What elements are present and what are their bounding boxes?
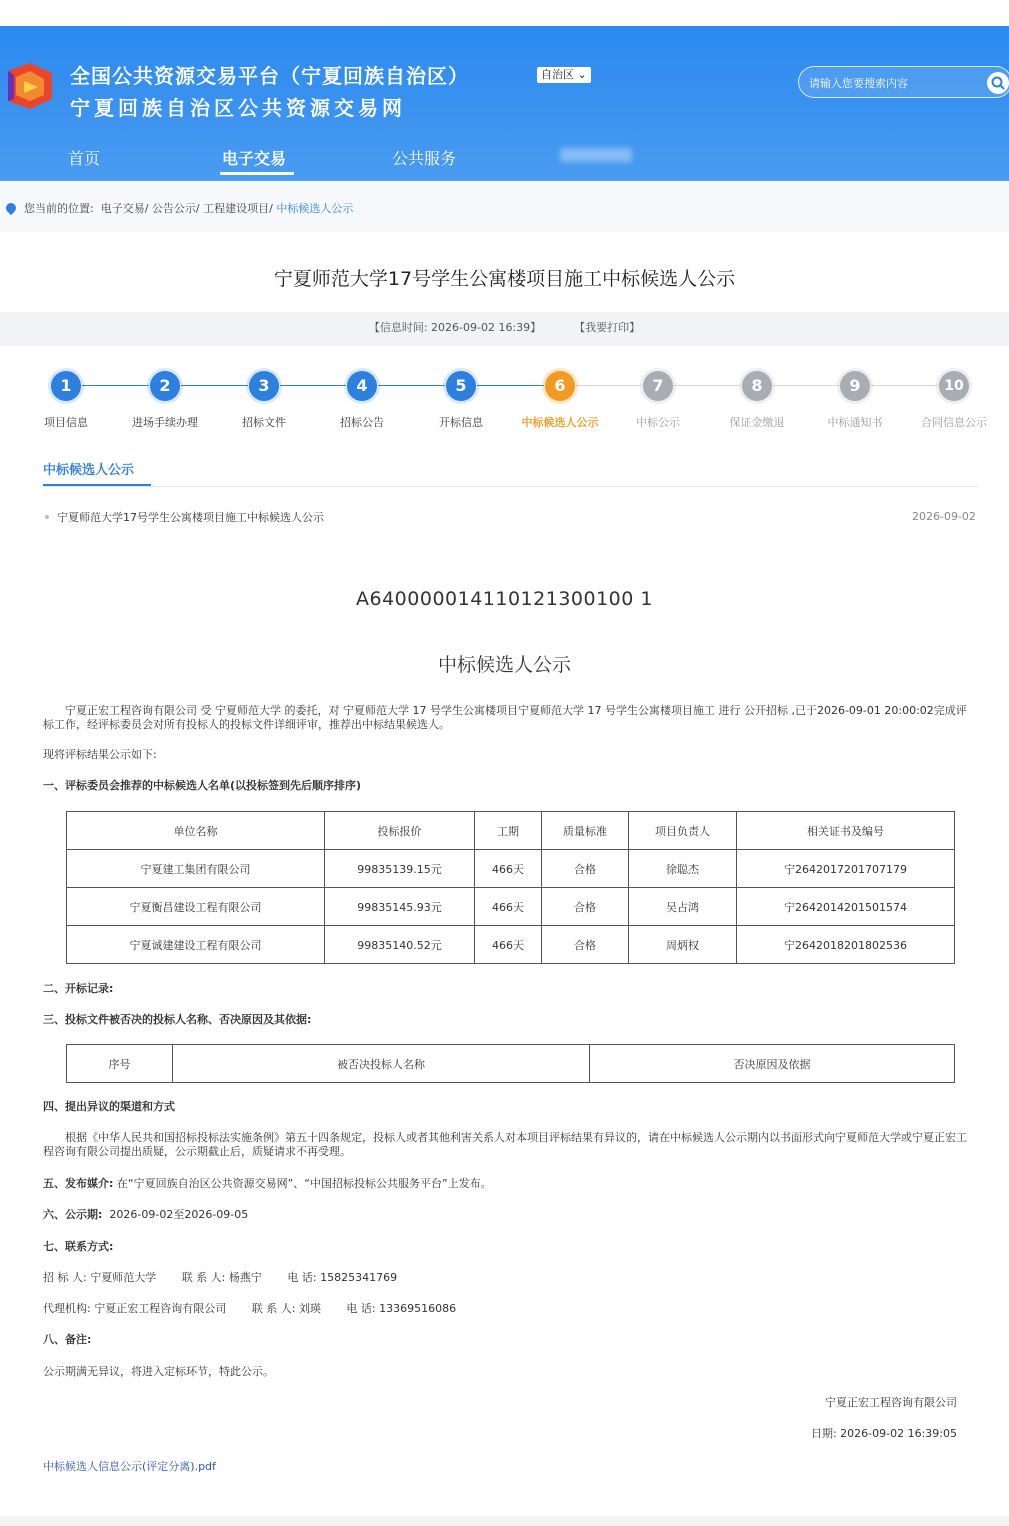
remark-text: 公示期满无异议，将进入定标环节，特此公示。 <box>43 1365 274 1378</box>
table-header-row <box>67 812 955 850</box>
region-select[interactable] <box>537 67 591 83</box>
table-header-cell: 被否决投标人名称 <box>173 1045 590 1083</box>
step-connector <box>82 385 149 386</box>
section-5 <box>43 1177 492 1191</box>
breadcrumb <box>6 200 353 216</box>
info-bar <box>0 312 1009 346</box>
section-2-heading: 二、开标记录: <box>43 982 114 995</box>
site-header <box>0 26 1009 181</box>
section-3-heading: 三、投标文件被否决的投标人名称、否决原因及其依据: <box>43 1013 312 1026</box>
section-6-label: 六、公示期: <box>43 1208 103 1221</box>
step-2-label[interactable]: 进场手续办理 <box>132 416 198 429</box>
breadcrumb-path[interactable]: 电子交易/ 公告公示/ 工程建设项目/ <box>100 202 273 215</box>
print-link[interactable]: 【我要打印】 <box>574 321 641 334</box>
search-icon <box>987 72 1009 94</box>
table-header-cell: 质量标准 <box>542 812 629 850</box>
section-4-heading: 四、提出异议的渠道和方式 <box>43 1100 175 1113</box>
section-7-heading: 七、联系方式: <box>43 1240 114 1253</box>
step-connector <box>871 385 938 386</box>
list-item[interactable]: 宁夏师范大学17号学生公寓楼项目施工中标候选人公示 <box>45 509 324 525</box>
table-header-cell: 相关证书及编号 <box>737 812 955 850</box>
step-1-label[interactable]: 项目信息 <box>44 416 88 429</box>
table-cell: 宁夏建工集团有限公司 <box>67 850 325 888</box>
site-title-line2: 宁夏回族自治区公共资源交易网 <box>70 96 406 120</box>
chevron-down-icon: ⌄ <box>577 68 587 81</box>
step-5-circle[interactable]: 5 <box>446 371 476 401</box>
location-pin-icon <box>4 201 18 215</box>
table-cell: 466天 <box>475 850 542 888</box>
document-number: A640000014110121300100 1 <box>356 588 653 610</box>
step-6-circle[interactable]: 6 <box>545 371 575 401</box>
table-row <box>67 926 955 964</box>
table-cell: 周炳权 <box>629 926 737 964</box>
table-cell: 466天 <box>475 888 542 926</box>
step-7-circle[interactable]: 7 <box>643 371 673 401</box>
table-cell: 99835139.15元 <box>325 850 475 888</box>
info-time: 【信息时间: 2026-09-02 16:39】 <box>368 321 542 334</box>
nav-item-obscured <box>560 148 632 162</box>
table-row <box>67 850 955 888</box>
section-6-text: 2026-09-02至2026-09-05 <box>109 1208 249 1221</box>
breadcrumb-current[interactable]: 中标候选人公示 <box>276 202 354 215</box>
step-2-circle[interactable]: 2 <box>150 371 180 401</box>
step-connector <box>773 385 839 386</box>
attachment-link[interactable]: 中标候选人信息公示(评定分离).pdf <box>43 1460 216 1473</box>
section-4-text: 根据《中华人民共和国招标投标法实施条例》第五十四条规定，投标人或者其他利害关系人对本项目评标结果有异议的，请在中标候选人公示期内以书面形式向宁夏师范大学或宁夏正宏工程咨询有限公司提出质疑，公示期截止后，质疑请求不再受理。 <box>43 1131 967 1158</box>
search-button[interactable] <box>987 72 1009 94</box>
table-cell: 合格 <box>542 888 629 926</box>
step-connector <box>181 385 248 386</box>
nav-public-service[interactable]: 公共服务 <box>392 149 457 168</box>
step-8-label[interactable]: 保证金缴退 <box>729 416 785 429</box>
table-header-cell: 序号 <box>67 1045 173 1083</box>
nav-home[interactable]: 首页 <box>68 149 101 168</box>
step-10-label[interactable]: 合同信息公示 <box>921 416 987 429</box>
rejected-bidder-table <box>66 1044 955 1083</box>
table-header-row <box>67 1045 955 1083</box>
table-cell: 徐聪杰 <box>629 850 737 888</box>
step-1-circle[interactable]: 1 <box>51 371 81 401</box>
section-divider <box>43 486 978 487</box>
table-header-cell: 工期 <box>475 812 542 850</box>
step-3-label[interactable]: 招标文件 <box>242 416 286 429</box>
step-9-circle[interactable]: 9 <box>840 371 870 401</box>
step-6-label[interactable]: 中标候选人公示 <box>521 416 599 429</box>
section-5-label: 五、发布媒介: <box>43 1177 114 1190</box>
step-connector <box>477 385 544 386</box>
site-title-line1: 全国公共资源交易平台（宁夏回族自治区） <box>70 64 469 88</box>
table-cell: 合格 <box>542 926 629 964</box>
table-cell: 宁2642014201501574 <box>737 888 955 926</box>
step-connector <box>674 385 741 386</box>
table-cell: 合格 <box>542 850 629 888</box>
process-steps <box>0 368 1009 438</box>
section-1-heading: 一、评标委员会推荐的中标候选人名单(以投标签到先后顺序排序) <box>43 779 362 792</box>
table-header-cell: 投标报价 <box>325 812 475 850</box>
table-cell: 宁夏衡昌建设工程有限公司 <box>67 888 325 926</box>
section-heading[interactable]: 中标候选人公示 <box>43 463 135 478</box>
step-connector <box>280 385 346 386</box>
table-cell: 宁夏诚建建设工程有限公司 <box>67 926 325 964</box>
intro-paragraph: 宁夏正宏工程咨询有限公司 受 宁夏师范大学 的委托，对 宁夏师范大学 17 号学生公寓楼项目宁夏师范大学 17 号学生公寓楼项目施工 进行 公开招标 ,已于2026-09-01 20:00:02完成评标工作，经评标委员会对所有投标人的投标文件详细评审，推荐出中标结果候选人。 <box>43 704 967 731</box>
table-cell: 466天 <box>475 926 542 964</box>
step-3-circle[interactable]: 3 <box>249 371 279 401</box>
step-9-label[interactable]: 中标通知书 <box>827 416 883 429</box>
list-item-date: 2026-09-02 <box>912 510 976 523</box>
announce-text: 现将评标结果公示如下: <box>43 748 157 761</box>
contact-tenderer: 招 标 人: 宁夏师范大学 联 系 人: 杨燕宁 电 话: 15825341769 <box>43 1271 398 1284</box>
main-nav <box>0 142 1009 176</box>
step-4-label[interactable]: 招标公告 <box>340 416 384 429</box>
step-7-label[interactable]: 中标公示 <box>636 416 680 429</box>
step-4-circle[interactable]: 4 <box>347 371 377 401</box>
nav-active-indicator <box>220 172 294 175</box>
section-6 <box>43 1208 248 1222</box>
table-cell: 99835145.93元 <box>325 888 475 926</box>
step-5-label[interactable]: 开标信息 <box>439 416 483 429</box>
table-header-cell: 项目负责人 <box>629 812 737 850</box>
section-tab-underline <box>43 484 151 486</box>
table-header-cell: 单位名称 <box>67 812 325 850</box>
table-cell: 宁2642018201802536 <box>737 926 955 964</box>
table-row <box>67 888 955 926</box>
step-connector <box>378 385 445 386</box>
candidate-table <box>66 811 955 964</box>
document-title: 中标候选人公示 <box>437 654 571 676</box>
search-input[interactable]: 请输入您要搜索内容 <box>809 77 908 90</box>
signer: 宁夏正宏工程咨询有限公司 <box>825 1396 957 1409</box>
section-5-text: 在“宁夏回族自治区公共资源交易网”、“中国招标投标公共服务平台”上发布。 <box>116 1177 492 1190</box>
page-title: 宁夏师范大学17号学生公寓楼项目施工中标候选人公示 <box>273 268 736 290</box>
breadcrumb-bar <box>0 181 1009 232</box>
table-header-cell: 否决原因及依据 <box>590 1045 955 1083</box>
section-8-heading: 八、备注: <box>43 1333 92 1346</box>
search-box[interactable] <box>798 66 1009 98</box>
contact-agency: 代理机构: 宁夏正宏工程咨询有限公司 联 系 人: 刘瑛 电 话: 13369516086 <box>43 1302 457 1315</box>
breadcrumb-prefix: 您当前的位置: <box>24 202 94 215</box>
table-cell: 99835140.52元 <box>325 926 475 964</box>
footer-strip <box>0 1516 1009 1526</box>
sign-date: 日期: 2026-09-02 16:39:05 <box>810 1427 957 1440</box>
table-cell: 吴占鸿 <box>629 888 737 926</box>
table-cell: 宁2642017201707179 <box>737 850 955 888</box>
nav-e-trading[interactable]: 电子交易 <box>222 149 287 168</box>
step-connector <box>576 385 642 386</box>
step-8-circle[interactable]: 8 <box>742 371 772 401</box>
step-10-circle[interactable]: 10 <box>939 371 969 401</box>
region-label: 自治区 <box>541 68 574 81</box>
site-logo-icon[interactable] <box>2 59 58 115</box>
